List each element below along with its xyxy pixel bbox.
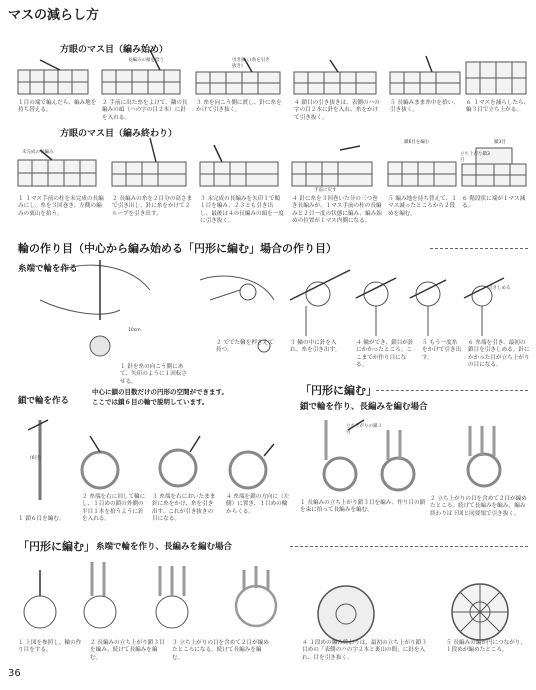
- sec-a-step-4: ４ 鎖目の引き抜きは、表側のハの字の目２本に針を入れ、糸をかけて引き抜く。: [294, 100, 380, 121]
- sec-e-step-1: １ 長編みの立ち上がり鎖３目を編み、作り目の鎖を束に拾って長編みを編む。: [300, 500, 426, 514]
- ring-f3: [156, 566, 188, 628]
- sec-c-label-2: 引きしめる: [488, 286, 511, 291]
- sec-c-heading: 輪の作り目（中心から編み始める「円形に編む」場合の作り目）: [18, 242, 337, 255]
- swatch-a6: [466, 62, 526, 94]
- ring-e2: [382, 430, 414, 490]
- sec-f-heading: 「円形に編む」: [18, 540, 95, 553]
- sec-c-step-1: １ 針を糸の向こう側にあて、矢印のように１回転させる。: [120, 364, 188, 385]
- sec-b-step-6: ６ 階段状に端が１マス減る。: [462, 196, 526, 210]
- sec-f-step-3: ３ 立ち上がりの目を含めて２目が編めたところになる。続けて長編みを編む。: [172, 640, 269, 661]
- sec-e-rule: [376, 390, 528, 391]
- sec-c-step-4: ４ 輪ができ、鎖目が針にかかったところ。ここまでが作り目になる。: [356, 340, 414, 369]
- sec-f-sub: 糸端で輪を作り、長編みを編む場合: [96, 542, 233, 552]
- swatch-a1: [18, 60, 88, 94]
- sec-d-sub: 鎖で輪を作る: [18, 396, 70, 406]
- ring-f1: [24, 570, 56, 628]
- sec-d-note-1: 中心に鎖の目数だけの円形の空間ができます。: [92, 388, 228, 396]
- sec-d-note-2: ここでは鎖６目の輪で説明しています。: [92, 398, 209, 406]
- sec-c-sub: 糸端で輪を作る: [18, 264, 78, 274]
- swatch-b3: [200, 145, 278, 186]
- sec-f-rule: [290, 546, 528, 547]
- sec-d-label-1: (6目): [30, 456, 41, 461]
- sec-e-heading: 「円形に編む」: [300, 384, 377, 397]
- ring-f4: [236, 566, 276, 626]
- sec-a-step-5: ５ 長編みまま糸中を拾い、引き抜く。: [390, 100, 459, 114]
- sec-b-label-3: 鎖6目を編む: [404, 140, 430, 145]
- sec-b-label-5: 立ち上がり鎖3目: [460, 152, 490, 163]
- ring-f6: [452, 584, 508, 640]
- sec-f-step-4: ４ １段めの編み終わりは、最初の立ち上がり鎖３目めの「表側のハの字２本と裏山の間」に針を入れ、目を引き抜く。: [302, 640, 427, 661]
- ring-c3: [290, 270, 350, 336]
- sec-d-step-4: ４ 糸端を鎖の方向に（左側）に置き、１目めの輪からくる。: [226, 494, 290, 515]
- sec-b-heading: 方眼のマス目（編み終わり）: [60, 129, 178, 139]
- swatch-a4: [294, 60, 376, 94]
- page-title: マスの減らし方: [8, 8, 100, 23]
- sec-a-step-1: １目の端で編んだら、編み地を持ち替える。: [18, 100, 97, 114]
- sec-a-step-2: ２ 手前に出た糸をよけて、隣の長編みの頭（ハの字の目２本）に針を入れる。: [102, 100, 188, 121]
- swatch-a5: [390, 56, 460, 94]
- page-number: 36: [8, 668, 21, 679]
- sec-b-step-1: １ １マス手前の柱を未完成の長編みにし、糸を３回巻き、左側の編みの裏山を拾う。: [18, 196, 104, 217]
- sec-c-step-6: ６ 糸端を引き、最初の鎖目を引きしめる。針にかかった目が立ち上がりの目になる。: [468, 340, 530, 369]
- sec-e-label-1: 立ち上がりの鎖３目: [346, 424, 382, 435]
- sec-c-step-2: ２ ででた輪を押さえて持つ。: [216, 340, 274, 354]
- sec-b-step-4: ４ 針に糸を３回巻いた分の三つ巻き長編みが、１マス手前の柱の長編みと２目一度の状態に編み、編み始めの位置が１マス内側になる。: [292, 196, 382, 225]
- swatch-b5: [388, 162, 456, 186]
- ring-c4: [356, 278, 396, 336]
- sec-a-label-2: 引き抜く(糸を引き抜き): [232, 58, 270, 69]
- sec-b-step-3: ３ 未完成の長編みを矢印１で順１目を編み、２３とも引き出し、最後は４の長編みの頭を一度に引き抜く。: [200, 196, 284, 225]
- sec-a-heading: 方眼のマス目（編み始め）: [60, 45, 169, 55]
- ring-c5: [410, 280, 446, 336]
- sec-c-step-5: ５ もう一度糸をかけて引き出す。: [422, 340, 462, 361]
- sec-d-step-2: ２ 糸端を右に回して輪にし、１目めの鎖の外側の半目１本を拾うように針を入れる。: [82, 494, 146, 523]
- sec-f-step-5: ５ 長編みの編が円につながり、１段めが編めたところ。: [446, 640, 526, 654]
- sec-b-label-2: 手前に戻す: [314, 188, 337, 193]
- sec-c-rule: [430, 248, 528, 249]
- sec-a-step-3: ３ 糸を向こう側に渡し、針に糸をかけて引き抜く。: [196, 100, 282, 114]
- ring-e3: [468, 426, 500, 486]
- ring-c1: [40, 260, 150, 356]
- sec-b-step-2: ２ 長編みの糸を２目分の高さまで引き出し、針に糸をかけて２ループを引き出す。: [112, 196, 193, 217]
- chain-d4: [230, 444, 274, 488]
- ring-f2: [84, 562, 116, 628]
- sec-e-sub: 鎖で輪を作り、長編みを編む場合: [300, 402, 428, 412]
- chain-d2: [82, 436, 118, 488]
- sec-a-label-1: 長編みの頭を拾う: [128, 58, 164, 63]
- sec-f-step-1: １ 上図を参照し、輪の作り目をする。: [18, 640, 82, 654]
- sec-d-step-3: ３ 糸端を右においたまま針に糸をかけ、糸を引き出す。これが引き抜きの目になる。: [152, 494, 216, 523]
- sec-e-step-2: ２ 立ち上がりの目を含めて２目が編めたところ。続けて長編みを編み、編み終わりは下図と同要領で引き抜く。: [430, 496, 527, 517]
- swatch-a2: [102, 50, 180, 94]
- sec-b-label-4: 鎖3目: [494, 140, 506, 145]
- sec-a-step-6: ６ １マスを減らしたら、編３目で立ち上がる。: [466, 100, 530, 114]
- swatch-b4: [292, 146, 372, 186]
- sec-c-label-1: 10cm: [128, 328, 141, 333]
- chain-d3: [160, 436, 200, 486]
- sec-b-step-5: ５ 編み地を持ち替えて、１マス減ったところから２段めを編む。: [388, 196, 457, 217]
- sec-c-step-3: ３ 輪の中に針を入れ、糸を引き出す。: [290, 340, 341, 354]
- sec-b-label-1: 未完成の長編み: [22, 150, 54, 155]
- ring-f5: [318, 586, 374, 642]
- sec-d-step-1: １ 鎖６目を編む。: [18, 516, 65, 522]
- swatch-b2: [112, 138, 186, 186]
- sec-f-step-2: ２ 長編みの立ち上がり鎖３目を編み、続けて長編みを編む。: [90, 640, 165, 661]
